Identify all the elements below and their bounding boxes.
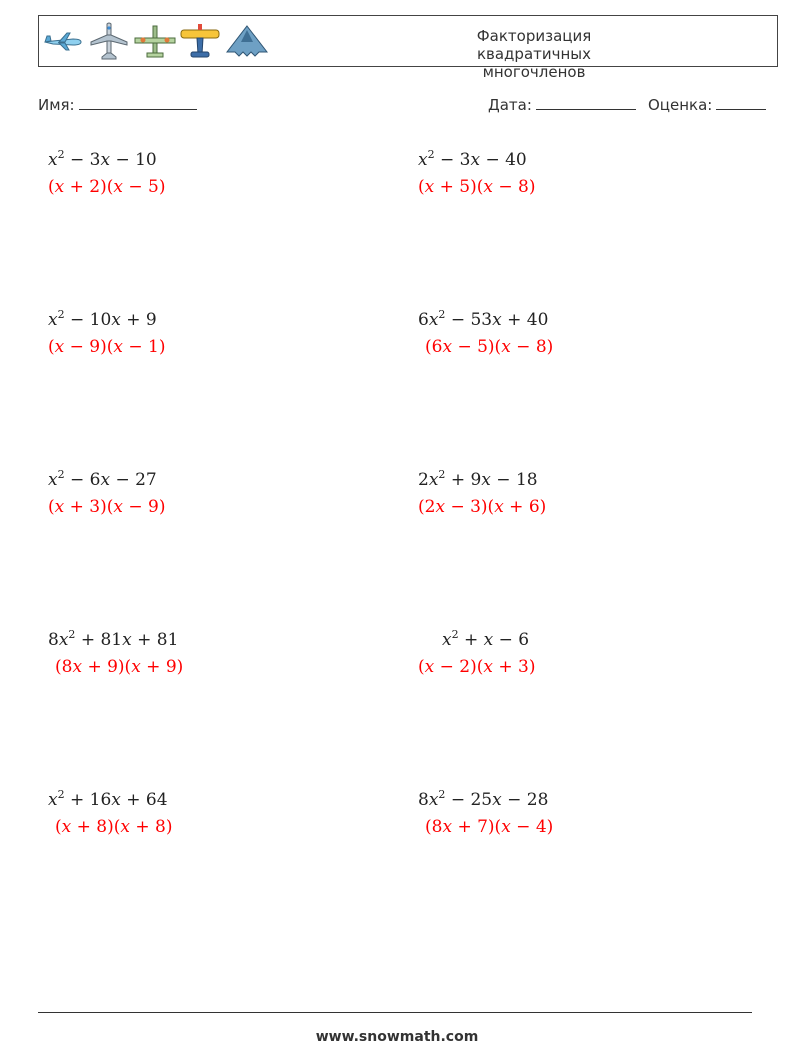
grade-field [648, 95, 766, 114]
problem-answer: (x + 3)(x − 9) [48, 497, 166, 517]
problem-answer: (6x − 5)(x − 8) [425, 337, 554, 357]
yellow-biplane-icon [179, 22, 221, 60]
problem-question: $x^2 - 6x - 27$ [48, 468, 157, 490]
problem-answer: (x − 2)(x + 3) [418, 657, 536, 677]
problem-answer: (x + 8)(x + 8) [55, 817, 173, 837]
problem-3 [48, 310, 165, 357]
stealth-bomber-icon [225, 22, 269, 60]
problem-question: $x^2 - 3x - 10$ [48, 148, 157, 170]
problem-question: $2x^2 + 9x - 18$ [418, 468, 538, 490]
jet-airliner-icon [89, 22, 129, 60]
problem-question: $6x^2 - 53x + 40$ [418, 308, 549, 330]
problem-question: $x^2 - 3x - 40$ [418, 148, 527, 170]
problem-question: $x^2 - 10x + 9$ [48, 308, 157, 330]
footer-website: www.snowmath.com [315, 1029, 479, 1045]
problem-10 [418, 790, 553, 837]
worksheet-title-line2: многочленов [482, 63, 586, 81]
date-label: Дата: [488, 96, 532, 114]
problem-question: $8x^2 + 81x + 81$ [48, 628, 179, 650]
problem-9 [48, 790, 172, 837]
airplane-icon [43, 22, 83, 60]
problem-answer: (x + 2)(x − 5) [48, 177, 166, 197]
worksheet-title [429, 27, 639, 81]
name-label: Имя: [38, 96, 75, 114]
worksheet-header [38, 15, 778, 81]
problem-answer: (x + 5)(x − 8) [418, 177, 536, 197]
problem-answer: (x − 9)(x − 1) [48, 337, 166, 357]
problem-6 [418, 470, 546, 517]
problem-answer: (2x − 3)(x + 6) [418, 497, 547, 517]
problem-question: $x^2 + 16x + 64$ [48, 788, 168, 810]
problem-8 [418, 630, 535, 677]
grade-label: Оценка: [648, 96, 713, 114]
problem-2 [418, 150, 535, 197]
problem-question: $x^2 + x - 6$ [442, 628, 530, 650]
date-field [488, 95, 636, 114]
problem-4 [418, 310, 553, 357]
name-blank-line [79, 95, 197, 110]
problem-5 [48, 470, 165, 517]
problem-1 [48, 150, 165, 197]
grade-blank-line [716, 95, 766, 110]
footer-divider [38, 1012, 752, 1013]
worksheet-title-line1: Факторизация квадратичных [476, 27, 592, 63]
name-field [38, 95, 197, 114]
problem-answer: (8x + 7)(x − 4) [425, 817, 554, 837]
date-blank-line [536, 95, 636, 110]
problem-answer: (8x + 9)(x + 9) [55, 657, 184, 677]
problem-7 [48, 630, 183, 677]
propeller-plane-icon [133, 22, 177, 60]
problem-question: $8x^2 - 25x - 28$ [418, 788, 549, 810]
